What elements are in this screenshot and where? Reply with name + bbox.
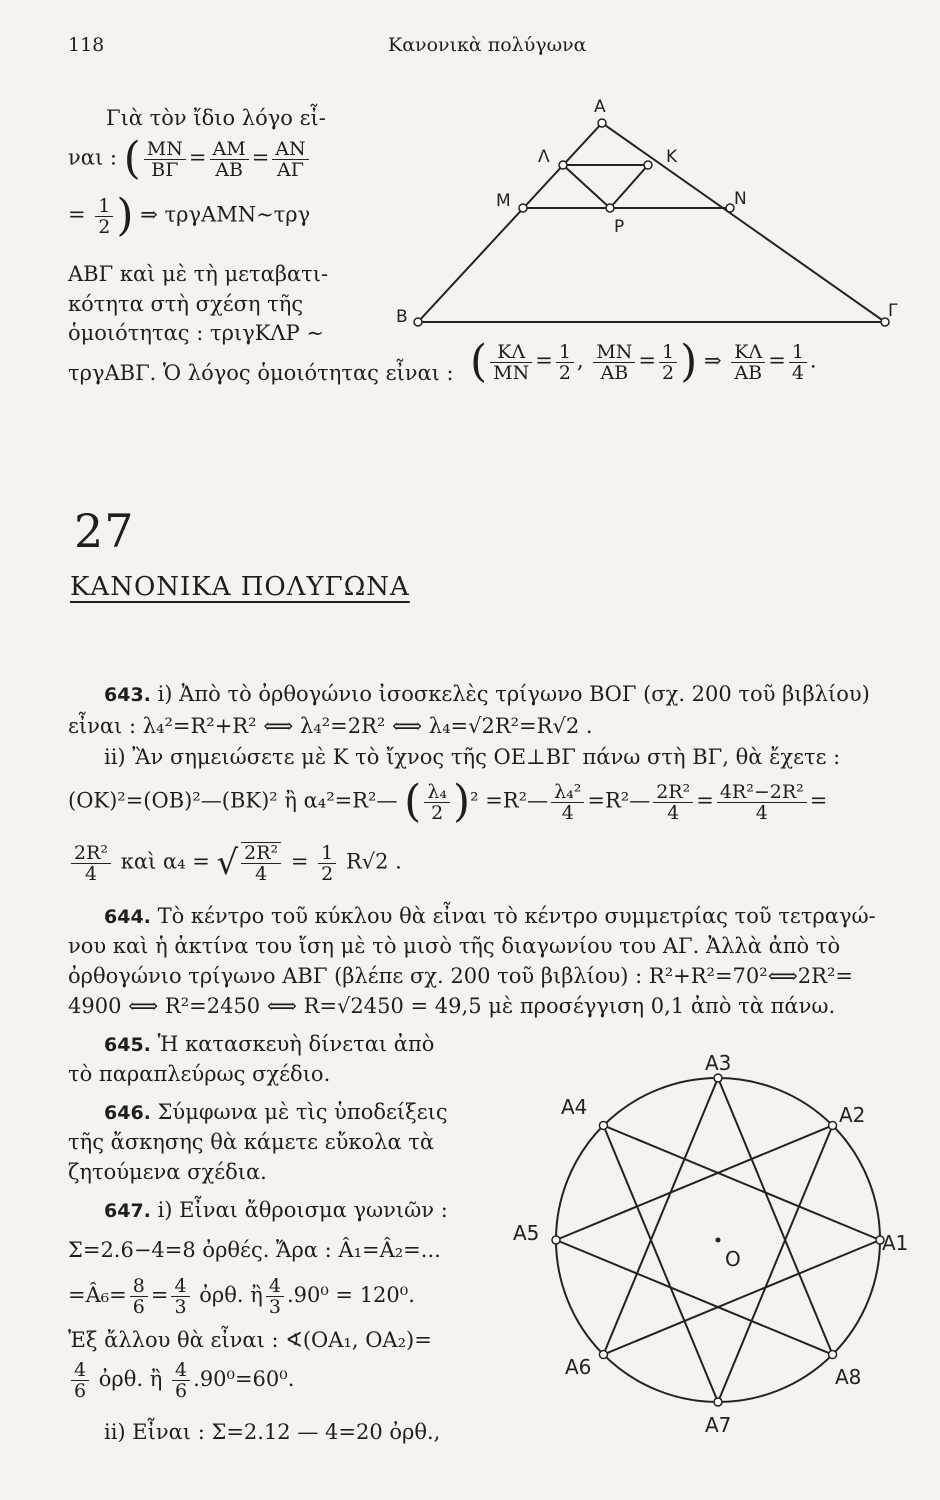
ex647-line-4: Ἐξ ἄλλου θὰ εἶναι : ∢(ΟΑ₁, ΟΑ₂)= — [68, 1328, 432, 1352]
ex647-line-1: 647. i) Εἶναι ἄθροισμα γωνιῶν : — [104, 1198, 448, 1222]
star-edge — [603, 1125, 718, 1402]
triangle-abg — [418, 123, 885, 322]
ex643-line-2: εἶναι : λ₄²=R²+R² ⟺ λ₄²=2R² ⟺ λ₄=√2R²=R√2 . — [68, 714, 593, 738]
page-number: 118 — [68, 34, 105, 56]
ex646-line-1: 646. Σύμφωνα μὲ τὶς ὑποδείξεις — [104, 1100, 448, 1124]
segment-kp — [610, 165, 648, 208]
vertex-A7 — [714, 1398, 722, 1406]
ex643-line-1: 643. i) Ἀπὸ τὸ ὀρθογώνιο ἰσοσκελὲς τρίγωνο ΒΟΓ (σχ. 200 τοῦ βιβλίου) — [104, 682, 870, 706]
frac-an-ag: $\frac{AN}{A\Gamma}$ — [272, 139, 308, 180]
label-O: O — [725, 1247, 741, 1271]
top-line-6: ὁμοιότητας : τριγΚΛΡ ∼ — [68, 321, 324, 345]
ex647-line-3: =Â₆= $\frac{8}{6}$ = $\frac{4}{3}$ ὀρθ. ἢ $\frac{4}{3}$ .90⁰ = 120⁰. — [68, 1275, 415, 1318]
frac-half: $\frac{1}{2}$ — [95, 196, 113, 237]
star-edge — [556, 1125, 833, 1240]
ex644-line-3: ὀρθογώνιο τρίγωνο ΑΒΓ (βλέπε σχ. 200 τοῦ βιβλίου) : R²+R²=70²⟺2R²= — [68, 964, 853, 988]
ex647-line-6: ii) Εἶναι : Σ=2.12 — 4=20 ὀρθ., — [104, 1420, 441, 1444]
vertex-A6 — [599, 1351, 607, 1359]
ex645-line-2: τὸ παραπλεύρως σχέδιο. — [68, 1062, 331, 1086]
ex645-line-1: 645. Ἡ κατασκευὴ δίνεται ἀπὸ — [104, 1032, 435, 1056]
label-A4: A4 — [561, 1095, 588, 1119]
running-title: Κανονικὰ πολύγωνα — [388, 34, 587, 56]
ex646-line-2: τῆς ἄσκησης θὰ κάμετε εὔκολα τὰ — [68, 1130, 435, 1154]
label-A6: A6 — [565, 1355, 592, 1379]
label-G: Γ — [888, 301, 898, 321]
segment-lp — [563, 165, 610, 208]
ex643-line-4: (ΟΚ)²=(ΟΒ)²—(ΒΚ)² ἢ α₄²=R²— ( $\frac{\text{λ₄}}{2}$ )² =R²— $\frac{\text{λ₄²}}{4}$ =R²— $\frac{\text{2R²}}{4}$ = $\frac{\text{4R²−2R²}}{4}$ = — [68, 776, 828, 827]
label-P: Ρ — [614, 217, 625, 237]
label-A5: A5 — [513, 1221, 540, 1245]
star-edge — [556, 1240, 833, 1355]
ex643-line-5: $\frac{\text{2R²}}{4}$ καὶ α₄ = √ $\frac{\text{2R²}}{4}$ = $\frac{1}{2}$ R√2 . — [68, 842, 402, 884]
frac-am-ab: $\frac{AM}{AB}$ — [210, 139, 249, 180]
label-L: Λ — [538, 147, 550, 167]
star-edge — [718, 1078, 833, 1355]
label-A7: A7 — [705, 1413, 732, 1437]
vertex-A3 — [714, 1074, 722, 1082]
label-A: Α — [594, 97, 606, 117]
ex646-line-3: ζητούμενα σχέδια. — [68, 1160, 267, 1184]
frac-mn-bg: $\frac{MN}{B\Gamma}$ — [144, 139, 186, 180]
ratio-equation: ( $\frac{K\Lambda}{MN}$ = $\frac{1}{2}$ , $\frac{MN}{AB}$ = $\frac{1}{2}$ ) ⇒ $\frac{K\Lambda}{AB}$ = $\frac{1}{4}$ . — [470, 336, 817, 387]
ex647-line-2: Σ=2.6−4=8 ὀρθές. Ἄρα : Â₁=Â₂=... — [68, 1238, 441, 1262]
label-B: Β — [396, 307, 408, 327]
star-edge — [603, 1240, 880, 1355]
vertex-A2 — [829, 1121, 837, 1129]
star-edge — [603, 1125, 880, 1240]
vertex-A8 — [829, 1351, 837, 1359]
ex644-line-4: 4900 ⟺ R²=2450 ⟺ R=√2450 = 49,5 μὲ προσέγγιση 0,1 ἀπὸ τὰ πάνω. — [68, 994, 836, 1018]
center-point — [716, 1238, 721, 1243]
ex647-line-5: $\frac{4}{6}$ ὀρθ. ἢ $\frac{4}{6}$ .90⁰=60⁰. — [68, 1360, 294, 1401]
top-line-7: τργΑΒΓ. Ὁ λόγος ὁμοιότητας εἶναι : — [68, 361, 454, 385]
label-A3: A3 — [705, 1051, 732, 1075]
ex644-line-2: νου καὶ ἡ ἀκτίνα του ἴση μὲ τὸ μισὸ τῆς διαγωνίου του ΑΓ. Ἀλλὰ ἀπὸ τὸ — [68, 934, 841, 958]
triangle-figure — [380, 90, 900, 340]
vertex-A4 — [599, 1121, 607, 1129]
label-A1: A1 — [882, 1231, 909, 1255]
octagram-figure — [505, 1050, 909, 1470]
chapter-title: ΚΑΝΟΝΙΚΑ ΠΟΛΥΓΩΝΑ — [70, 572, 410, 602]
label-M: Μ — [496, 191, 511, 211]
star-edge — [603, 1078, 718, 1355]
label-K: Κ — [666, 147, 678, 167]
label-A2: A2 — [839, 1103, 866, 1127]
top-line-3: = $\frac{1}{2}$ ) ⇒ τργΑΜΝ∼τργ — [68, 190, 311, 241]
vertex-A5 — [552, 1236, 560, 1244]
ex643-line-3: ii) Ἂν σημειώσετε μὲ Κ τὸ ἴχνος τῆς ΟΕ⊥ΒΓ πάνω στὴ ΒΓ, θὰ ἔχετε : — [104, 745, 841, 769]
chapter-number: 27 — [74, 504, 135, 558]
label-N: Ν — [734, 189, 747, 209]
top-line-1: Γιὰ τὸν ἴδιο λόγο εἶ- — [106, 106, 326, 130]
label-A8: A8 — [835, 1365, 862, 1389]
top-line-5: κότητα στὴ σχέση τῆς — [68, 292, 304, 316]
top-line-2: ναι : ( $\frac{MN}{B\Gamma}$ = $\frac{AM}{AB}$ = $\frac{AN}{A\Gamma}$ — [68, 137, 312, 181]
top-line-4: ΑΒΓ καὶ μὲ τὴ μεταβατι- — [68, 262, 329, 286]
ex644-line-1: 644. Τὸ κέντρο τοῦ κύκλου θὰ εἶναι τὸ κέντρο συμμετρίας τοῦ τετραγώ- — [104, 904, 876, 928]
